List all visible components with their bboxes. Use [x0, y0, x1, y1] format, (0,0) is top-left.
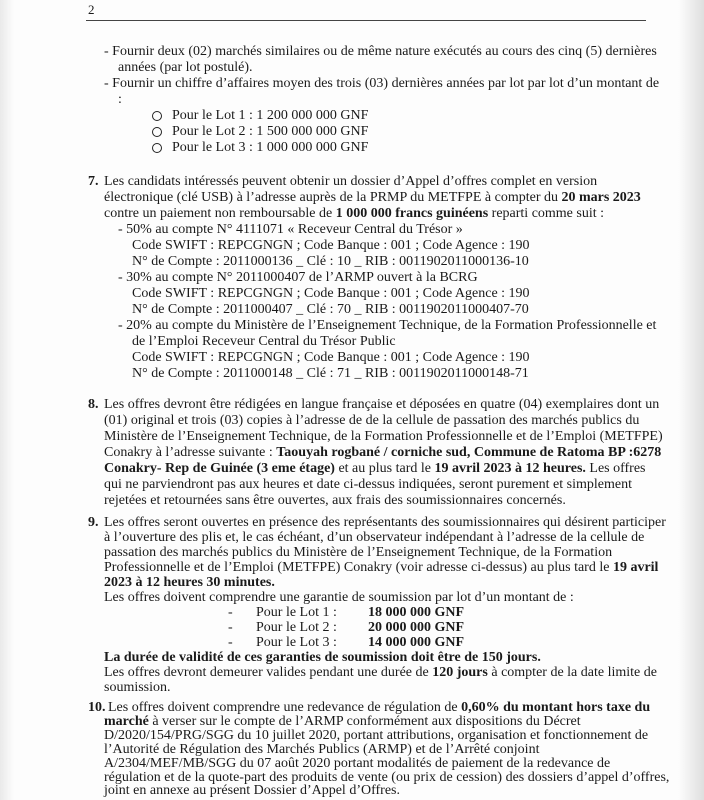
section-8-address: Taouyah rogbané / corniche sud, Commune de Ratoma BP :6278 [276, 445, 662, 460]
section-9-date: 19 avril [612, 560, 659, 575]
intro-bullet-2-line-1: - Fournir un chiffre d’affaires moyen des trois (03) dernières années par lot par lot d’un montant de [104, 76, 660, 91]
guarantee-lot-1-dash: - [228, 605, 233, 620]
page-number: 2 [88, 2, 95, 17]
page-edge-shadow-right [678, 0, 704, 800]
guarantee-lot-2-label: Pour le Lot 2 : [256, 620, 337, 635]
payment-item-2-swift: Code SWIFT : REPCGNGN ; Code Banque : 001 ; Code Agence : 190 [132, 286, 530, 301]
header-rule [86, 20, 646, 21]
section-8-line-5-tail: Les offres [585, 461, 646, 476]
guarantee-lot-3-dash: - [228, 635, 233, 650]
section-8-address-city: Conakry- Rep de Guinée (3 eme étage) [104, 461, 335, 476]
offer-validity-days: 120 jours [432, 665, 488, 680]
section-7-number: 7. [88, 174, 99, 189]
payment-item-3-swift: Code SWIFT : REPCGNGN ; Code Banque : 001 ; Code Agence : 190 [132, 350, 530, 365]
section-8-deadline: 19 avril 2023 à 12 heures. [434, 461, 586, 476]
guarantee-lot-1-label: Pour le Lot 1 : [256, 605, 337, 620]
intro-bullet-1-line-1: - Fournir deux (02) marchés similaires ou de même nature exécutés au cours des cinq (5) dernières [104, 44, 657, 59]
payment-item-2-account: N° de Compte : 2011000407 _ Clé : 70 _ RIB : 0011902011000407-70 [132, 302, 529, 317]
payment-item-1-account: N° de Compte : 2011000136 _ Clé : 10 _ RIB : 0011902011000136-10 [132, 254, 529, 269]
section-9-line-3: passation des marchés publics du Ministère de l’Enseignement Technique, de la Formation [104, 545, 613, 560]
section-7-line-3-text: contre un paiement non remboursable de [104, 206, 336, 221]
guarantee-lot-2-amount: 20 000 000 GNF [368, 620, 465, 635]
payment-item-3-line-2: de l’Emploi Receveur Central du Trésor Public [132, 334, 396, 349]
section-9-line-2: à l’ouverture des plis et, le cas échéant, d’un observateur indépendant à l’adresse de la cellule de [104, 530, 645, 545]
section-10-line-2-text: à verser sur le compte de l’ARMP conformément aux dispositions du Décret [148, 714, 581, 729]
section-8-line-5-text: et au plus tard le [334, 461, 435, 476]
section-10-line-7: joint en annexe au présent Dossier d’Appel d’Offres. [104, 783, 400, 798]
intro-lot-1-text: Pour le Lot 1 : 1 200 000 000 GNF [172, 108, 369, 123]
regulation-fee: 0,60% du montant hors taxe du [461, 700, 651, 715]
guarantee-lot-1-amount: 18 000 000 GNF [368, 605, 465, 620]
section-7-line-3-tail: reparti comme suit : [488, 206, 605, 221]
section-10-line-4: l’Autorité de Régulation des Marchés Publics (ARMP) et de l’Arrêté conjoint [104, 742, 540, 757]
payment-item-3-line-1: - 20% au compte du Ministère de l’Enseignement Technique, de la Formation Professionnelle et [118, 318, 657, 333]
section-9-line-4-text: Professionnelle et de l’Emploi (METFPE) Conakry (voir adresse ci-dessus) au plus tard le [104, 560, 613, 575]
intro-lot-3 [152, 140, 368, 156]
section-10-line-1-text: Les offres doivent comprendre une redevance de régulation de [108, 700, 462, 715]
payment-item-2-line-1: - 30% au compte N° 2011000407 de l’ARMP ouvert à la BCRG [118, 270, 478, 285]
page-edge-shadow-left [0, 0, 14, 800]
section-7-line-2 [104, 190, 641, 206]
payment-item-3-account: N° de Compte : 2011000148 _ Clé : 71 _ RIB : 0011902011000148-71 [132, 366, 529, 381]
section-10-line-5: A/2304/MEF/MB/SGG du 07 août 2020 portant modalités de paiement de la redevance de [104, 756, 611, 771]
section-9-line-1: Les offres seront ouvertes en présence des représentants des soumissionnaires qui désirent participer [104, 515, 666, 530]
section-8-line-3: Ministère de l’Enseignement Technique, de la Formation Professionnelle et de l’Emploi (METFPE) [104, 429, 663, 444]
section-9-line-9: soumission. [104, 680, 171, 695]
section-9-line-8-text: Les offres devront demeurer valides pendant une durée de [104, 665, 433, 680]
intro-lot-1 [152, 108, 368, 124]
payment-item-1-line-1: - 50% au compte N° 4111071 « Receveur Central du Trésor » [118, 222, 463, 237]
payment-item-1-swift: Code SWIFT : REPCGNGN ; Code Banque : 001 ; Code Agence : 190 [132, 238, 530, 253]
guarantee-lot-3-amount: 14 000 000 GNF [368, 635, 465, 650]
intro-lot-3-text: Pour le Lot 3 : 1 000 000 000 GNF [172, 140, 369, 155]
section-10-line-6: régulation et de la quote-part des produits de vente (ou prix de cession) des dossiers d’appel d’offres, [104, 770, 670, 785]
guarantee-lot-2-dash: - [228, 620, 233, 635]
section-8-number: 8. [88, 397, 99, 412]
section-9-line-5: 2023 à 12 heures 30 minutes. [104, 575, 275, 590]
intro-lot-2-text: Pour le Lot 2 : 1 500 000 000 GNF [172, 124, 369, 139]
circle-bullet-icon [152, 143, 162, 153]
section-9-line-4 [104, 560, 658, 576]
intro-bullet-1-line-2: années (par lot postulé). [118, 60, 253, 75]
section-9-number: 9. [88, 515, 99, 530]
section-7-date: 20 mars 2023 [561, 190, 641, 205]
circle-bullet-icon [152, 127, 162, 137]
regulation-fee-tail: marché [104, 714, 149, 729]
section-9-line-8 [104, 665, 657, 681]
section-10-number: 10. [88, 700, 106, 715]
section-8-line-1: Les offres devront être rédigées en langue française et déposées en quatre (04) exemplaires dont un [104, 397, 660, 412]
section-9-line-8-tail: à compter de la date limite de [487, 665, 657, 680]
section-8-line-4-text: Conakry à l’adresse suivante : [104, 445, 277, 460]
intro-lot-2 [152, 124, 368, 140]
section-9-line-6: Les offres doivent comprendre une garantie de soumission par lot d’un montant de : [104, 590, 574, 605]
section-8-line-5 [104, 461, 646, 477]
circle-bullet-icon [152, 111, 162, 121]
section-7-line-2-text: électronique (clé USB) à l’adresse auprès de la PRMP du METFPE à compter du [104, 190, 562, 205]
section-8-line-4 [104, 445, 661, 461]
section-7-line-1: Les candidats intéressés peuvent obtenir un dossier d’Appel d’offres complet en version [104, 174, 598, 189]
section-8-line-6: qui ne parviendront pas aux heures et date ci-dessus indiquées, seront purement et simplement [104, 477, 632, 492]
intro-bullet-2-line-2: : [118, 92, 122, 107]
section-7-line-3 [104, 206, 604, 222]
guarantee-validity: La durée de validité de ces garanties de soumission doit être de 150 jours. [104, 650, 541, 665]
section-8-line-7: rejetées et retournées sans être ouvertes, aux frais des soumissionnaires concernés. [104, 493, 566, 508]
section-8-line-2: (01) original et trois (03) copies à l’adresse de de la cellule de passation des marchés publics du [104, 413, 640, 428]
section-10-line-3: D/2020/154/PRG/SGG du 10 juillet 2020, portant attributions, organisation et fonctionnement de [104, 728, 649, 743]
guarantee-lot-3-label: Pour le Lot 3 : [256, 635, 337, 650]
section-7-amount: 1 000 000 francs guinéens [335, 206, 489, 221]
